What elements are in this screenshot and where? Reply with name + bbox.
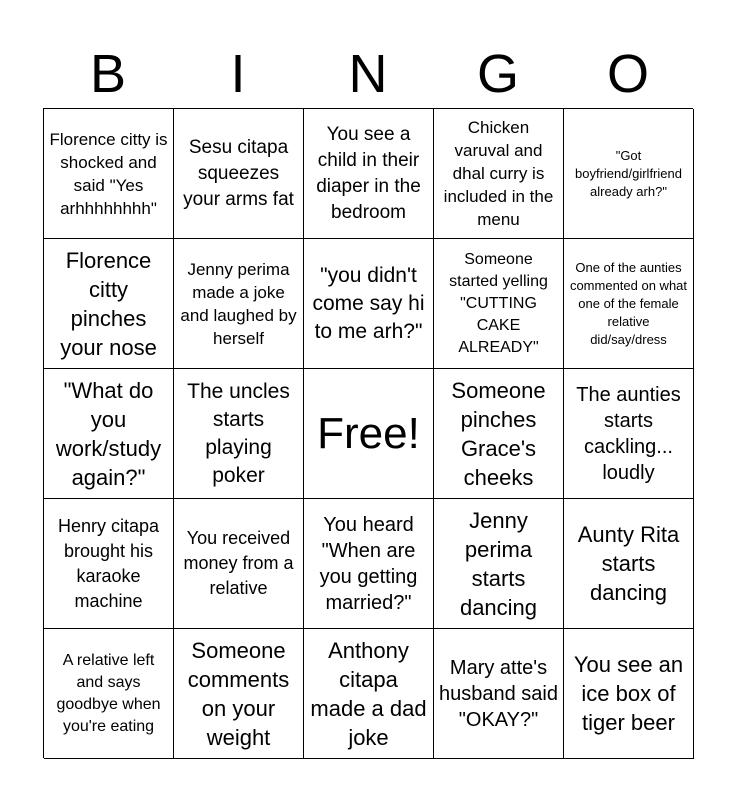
bingo-cell[interactable] [44, 629, 174, 759]
bingo-cell[interactable] [174, 629, 304, 759]
cell-text: The uncles starts playing poker [187, 379, 290, 487]
cell-text: Jenny perima made a joke and laughed by herself [180, 259, 297, 348]
cell-text: Aunty Rita starts dancing [577, 522, 680, 605]
bingo-cell[interactable] [434, 239, 564, 369]
bingo-cell[interactable] [304, 499, 434, 629]
header-letter-b: B [89, 44, 127, 104]
cell-text: Someone started yelling "CUTTING CAKE ALREADY" [449, 250, 548, 356]
bingo-cell[interactable] [174, 499, 304, 629]
cell-text: "you didn't come say hi to me arh?" [312, 263, 425, 343]
cell-text: A relative left and says goodbye when you're eating [56, 651, 161, 735]
bingo-cell[interactable] [174, 369, 304, 499]
free-space-cell[interactable] [304, 369, 434, 499]
bingo-cell[interactable] [564, 629, 694, 759]
bingo-cell[interactable] [44, 499, 174, 629]
bingo-cell[interactable] [44, 109, 174, 239]
header-letter-i: I [230, 44, 246, 104]
bingo-cell[interactable] [304, 629, 434, 759]
bingo-board [43, 108, 693, 758]
cell-text: Mary atte's husband said "OKAY?" [439, 656, 558, 731]
cell-text: Chicken varuval and dhal curry is included in the menu [443, 118, 554, 229]
bingo-cell[interactable] [564, 499, 694, 629]
cell-text: You see an ice box of tiger beer [573, 652, 684, 735]
bingo-cell[interactable] [434, 369, 564, 499]
header-letter-n: N [348, 44, 388, 104]
cell-text: Someone pinches Grace's cheeks [451, 377, 546, 490]
bingo-cell[interactable] [44, 239, 174, 369]
bingo-cell[interactable] [304, 239, 434, 369]
bingo-cell[interactable] [434, 499, 564, 629]
bingo-cell[interactable] [174, 239, 304, 369]
bingo-cell[interactable] [174, 109, 304, 239]
cell-text: Someone comments on your weight [187, 637, 290, 750]
bingo-header [43, 40, 693, 108]
cell-text: Sesu citapa squeezes your arms fat [183, 136, 294, 210]
cell-text: You heard "When are you getting married?" [319, 513, 418, 614]
bingo-cell[interactable] [434, 629, 564, 759]
cell-text: Anthony citapa made a dad joke [310, 637, 427, 750]
cell-text: "Got boyfriend/girlfriend already arh?" [575, 147, 682, 199]
bingo-cell[interactable] [564, 369, 694, 499]
free-space-text: Free! [317, 408, 420, 458]
header-letter-o: O [606, 44, 649, 104]
bingo-cell[interactable] [44, 369, 174, 499]
header-letter-g: G [476, 44, 519, 104]
cell-text: Jenny perima starts dancing [459, 507, 538, 620]
cell-text: "What do you work/study again?" [55, 377, 162, 490]
bingo-cell[interactable] [434, 109, 564, 239]
cell-text: Florence citty is shocked and said "Yes arhhhhhhhh" [49, 129, 168, 218]
cell-text: The aunties starts cackling... loudly [576, 383, 681, 484]
bingo-cell[interactable] [304, 109, 434, 239]
bingo-cell[interactable] [564, 109, 694, 239]
cell-text: You received money from a relative [183, 528, 294, 598]
cell-text: Henry citapa brought his karaoke machine [57, 515, 160, 611]
cell-text: One of the aunties commented on what one of the female relative did/say/dress [569, 259, 688, 347]
cell-text: Florence citty pinches your nose [60, 247, 157, 360]
cell-text: You see a child in their diaper in the bedroom [316, 123, 421, 223]
bingo-cell[interactable] [564, 239, 694, 369]
